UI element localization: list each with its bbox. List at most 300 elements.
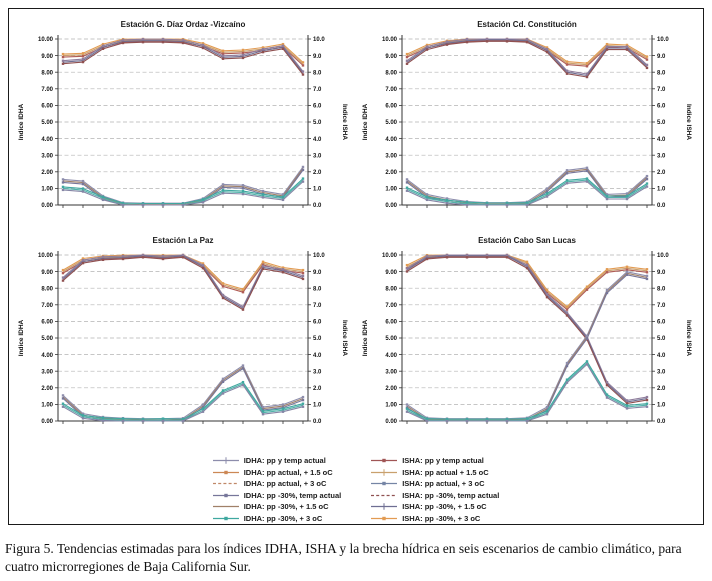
legend-plus-marker-icon [381, 469, 387, 476]
data-point-marker [222, 392, 224, 394]
data-point-marker [222, 192, 224, 194]
data-point-marker [262, 410, 264, 412]
data-point-marker [222, 186, 224, 188]
data-point-marker [102, 196, 104, 198]
data-point-marker [426, 45, 428, 47]
data-point-marker [62, 276, 64, 278]
data-point-marker [222, 58, 224, 60]
data-point-marker [222, 189, 224, 191]
data-point-marker [242, 291, 244, 293]
data-point-marker [82, 55, 84, 57]
data-point-marker [606, 384, 608, 386]
left-tick-label: 1.00 [385, 186, 397, 193]
right-tick-label: 5.0 [313, 120, 322, 127]
legend-line-swatch [371, 514, 397, 523]
data-point-marker [526, 267, 528, 269]
data-point-marker [62, 269, 64, 271]
data-point-marker [262, 265, 264, 267]
data-point-marker [82, 259, 84, 261]
chart-svg [354, 11, 700, 226]
data-point-marker [262, 190, 264, 192]
data-point-marker [202, 411, 204, 413]
right-tick-label: 5.0 [313, 336, 322, 343]
data-point-marker [202, 47, 204, 49]
data-point-marker [62, 403, 64, 405]
data-point-marker [506, 38, 508, 40]
chart-title: Estación Cabo San Lucas [478, 236, 576, 245]
data-point-marker [62, 60, 64, 62]
data-point-marker [446, 40, 448, 42]
data-point-marker [646, 399, 648, 401]
right-tick-label: 0.0 [313, 419, 322, 426]
data-point-marker [406, 63, 408, 65]
data-point-marker [586, 76, 588, 78]
right-tick-label: 4.0 [657, 352, 666, 359]
data-point-marker [526, 264, 528, 266]
data-point-marker [406, 190, 408, 192]
data-point-marker [626, 407, 628, 409]
data-point-marker [466, 420, 468, 422]
data-point-marker [406, 264, 408, 266]
data-point-marker [282, 411, 284, 413]
data-point-marker [102, 45, 104, 47]
right-tick-label: 2.0 [313, 170, 322, 176]
left-tick-label: 5.00 [41, 120, 53, 127]
data-point-marker [646, 268, 648, 270]
data-point-marker [62, 189, 64, 191]
data-point-marker [546, 51, 548, 53]
right-tick-label: 3.0 [313, 153, 322, 160]
legend-line-swatch [371, 491, 397, 500]
right-tick-label: 1.0 [657, 402, 666, 409]
data-point-marker [646, 275, 648, 277]
data-point-marker [646, 271, 648, 273]
data-point-marker [466, 38, 468, 40]
right-tick-label: 0.0 [313, 203, 322, 210]
data-point-marker [62, 63, 64, 65]
right-tick-label: 10.0 [657, 253, 669, 260]
legend-item-label: ISHA: pp -30%, temp actual [402, 490, 500, 500]
data-point-marker [262, 261, 264, 263]
left-tick-label: 10.00 [381, 253, 397, 260]
data-point-marker [546, 410, 548, 412]
data-point-marker [446, 43, 448, 45]
data-point-marker [202, 44, 204, 46]
right-tick-label: 6.0 [313, 103, 322, 110]
series-line [407, 275, 647, 421]
data-point-marker [182, 254, 184, 256]
data-point-marker [546, 289, 548, 291]
left-tick-label: 0.00 [41, 203, 53, 210]
data-point-marker [586, 363, 588, 365]
data-point-marker [302, 73, 304, 75]
data-point-marker [406, 267, 408, 269]
data-point-marker [142, 204, 144, 206]
data-point-marker [302, 70, 304, 72]
legend-item [371, 456, 499, 465]
right-tick-label: 9.0 [313, 53, 322, 60]
data-point-marker [526, 204, 528, 206]
data-point-marker [586, 286, 588, 288]
legend-item-label: IDHA: pp -30%, + 3 oC [243, 513, 323, 523]
left-tick-label: 8.00 [41, 286, 53, 293]
data-point-marker [242, 184, 244, 186]
data-point-marker [142, 41, 144, 43]
right-axis-title: Indice ISHA [341, 319, 348, 357]
data-point-marker [102, 259, 104, 261]
data-point-marker [566, 362, 568, 364]
data-point-marker [566, 365, 568, 367]
data-point-marker [546, 195, 548, 197]
data-point-marker [506, 40, 508, 42]
legend-plus-marker-icon [222, 457, 228, 464]
data-point-marker [182, 420, 184, 422]
data-point-marker [566, 182, 568, 184]
data-point-marker [546, 187, 548, 189]
data-point-marker [222, 297, 224, 299]
chart-estacion-cd-constitucion [354, 11, 700, 226]
data-point-marker [546, 48, 548, 50]
data-point-marker [526, 38, 528, 40]
data-point-marker [242, 288, 244, 290]
left-tick-label: 1.00 [41, 186, 53, 193]
data-point-marker [82, 414, 84, 416]
data-point-marker [586, 288, 588, 290]
series-line [407, 361, 647, 419]
data-point-marker [626, 404, 628, 406]
right-tick-label: 8.0 [657, 286, 666, 293]
data-point-marker [486, 38, 488, 40]
series-line [63, 369, 303, 422]
data-point-marker [426, 255, 428, 257]
legend-item [213, 479, 342, 488]
data-point-marker [122, 39, 124, 41]
data-point-marker [406, 411, 408, 413]
data-point-marker [102, 199, 104, 201]
data-point-marker [606, 393, 608, 395]
legend-square-marker-icon [224, 470, 227, 473]
legend-item [213, 514, 342, 523]
right-tick-label: 5.0 [657, 120, 666, 127]
data-point-marker [646, 182, 648, 184]
right-tick-label: 2.0 [657, 386, 666, 392]
data-point-marker [222, 389, 224, 391]
left-tick-label: 10.00 [37, 37, 53, 44]
legend-square-marker-icon [224, 493, 227, 496]
data-point-marker [426, 420, 428, 422]
chart-svg [354, 227, 700, 442]
legend-square-marker-icon [224, 516, 227, 519]
data-point-marker [586, 337, 588, 339]
data-point-marker [122, 417, 124, 419]
data-point-marker [606, 268, 608, 270]
left-tick-label: 5.00 [385, 336, 397, 343]
right-tick-label: 7.0 [313, 87, 322, 93]
series-line [407, 363, 647, 421]
data-point-marker [182, 204, 184, 206]
data-point-marker [646, 396, 648, 398]
data-point-marker [122, 258, 124, 260]
data-point-marker [566, 169, 568, 171]
legend-square-marker-icon [383, 459, 386, 462]
data-point-marker [62, 406, 64, 408]
data-point-marker [586, 360, 588, 362]
data-point-marker [406, 53, 408, 55]
data-point-marker [626, 192, 628, 194]
left-tick-label: 3.00 [41, 369, 53, 376]
left-tick-label: 10.00 [37, 253, 53, 260]
data-point-marker [426, 196, 428, 198]
data-point-marker [222, 55, 224, 57]
data-point-marker [162, 258, 164, 260]
data-point-marker [262, 193, 264, 195]
right-tick-label: 6.0 [313, 319, 322, 326]
right-tick-label: 0.0 [657, 203, 666, 210]
left-tick-label: 3.00 [385, 153, 397, 160]
data-point-marker [406, 270, 408, 272]
right-tick-label: 1.0 [313, 402, 322, 409]
left-axis-title: Indice IDHA [18, 103, 25, 141]
data-point-marker [546, 406, 548, 408]
data-point-marker [302, 403, 304, 405]
series-line [63, 169, 303, 205]
left-tick-label: 4.00 [41, 136, 53, 143]
data-point-marker [626, 274, 628, 276]
right-tick-label: 8.0 [313, 70, 322, 77]
data-point-marker [526, 420, 528, 422]
legend-item [371, 479, 499, 488]
legend-item [371, 468, 499, 477]
data-point-marker [282, 403, 284, 405]
left-tick-label: 9.00 [41, 269, 53, 276]
left-tick-label: 0.00 [385, 419, 397, 426]
data-point-marker [282, 199, 284, 201]
data-point-marker [302, 177, 304, 179]
data-point-marker [162, 420, 164, 422]
data-point-marker [82, 183, 84, 185]
data-point-marker [102, 256, 104, 258]
data-point-marker [82, 417, 84, 419]
data-point-marker [282, 45, 284, 47]
figure-border-box [8, 8, 704, 525]
right-tick-label: 6.0 [657, 103, 666, 110]
data-point-marker [606, 195, 608, 197]
data-point-marker [626, 399, 628, 401]
legend-item [213, 468, 342, 477]
data-point-marker [446, 256, 448, 258]
right-tick-label: 7.0 [313, 303, 322, 309]
data-point-marker [646, 185, 648, 187]
legend-line-swatch [213, 502, 239, 511]
legend-line-swatch [213, 491, 239, 500]
data-point-marker [142, 420, 144, 422]
left-tick-label: 1.00 [385, 402, 397, 409]
data-point-marker [566, 305, 568, 307]
series-line [63, 41, 303, 65]
data-point-marker [546, 192, 548, 194]
series-line [63, 170, 303, 205]
right-tick-label: 7.0 [657, 87, 666, 93]
data-point-marker [302, 269, 304, 271]
data-point-marker [62, 181, 64, 183]
chart-title: Estación G. Díaz Ordaz -Vizcaíno [120, 20, 246, 29]
series-line [407, 255, 647, 400]
data-point-marker [586, 177, 588, 179]
legend-item-label: ISHA: pp actual + 1.5 oC [402, 467, 489, 477]
data-point-marker [202, 201, 204, 203]
data-point-marker [646, 406, 648, 408]
data-point-marker [102, 417, 104, 419]
data-point-marker [122, 204, 124, 206]
legend-line-swatch [213, 468, 239, 477]
data-point-marker [302, 399, 304, 401]
left-tick-label: 7.00 [385, 87, 397, 93]
legend-item-label: IDHA: pp -30%, temp actual [243, 490, 342, 500]
legend-item [371, 491, 499, 500]
left-tick-label: 2.00 [41, 170, 53, 176]
data-point-marker [546, 413, 548, 415]
data-point-marker [162, 38, 164, 40]
legend-item [213, 491, 342, 500]
data-point-marker [222, 183, 224, 185]
data-point-marker [506, 204, 508, 206]
data-point-marker [606, 271, 608, 273]
data-point-marker [82, 180, 84, 182]
legend-line-swatch [371, 468, 397, 477]
data-point-marker [222, 50, 224, 52]
data-point-marker [406, 187, 408, 189]
data-point-marker [62, 397, 64, 399]
right-axis-title: Indice ISHA [685, 103, 692, 141]
left-tick-label: 3.00 [41, 153, 53, 160]
data-point-marker [606, 45, 608, 47]
legend [9, 456, 703, 523]
data-point-marker [646, 55, 648, 57]
data-point-marker [302, 64, 304, 66]
data-point-marker [446, 420, 448, 422]
data-point-marker [182, 42, 184, 44]
left-tick-label: 2.00 [385, 170, 397, 176]
chart-svg [10, 227, 356, 442]
data-point-marker [82, 190, 84, 192]
series-line [63, 179, 303, 204]
data-point-marker [242, 364, 244, 366]
data-point-marker [282, 193, 284, 195]
right-tick-label: 3.0 [657, 153, 666, 160]
data-point-marker [586, 65, 588, 67]
data-point-marker [262, 406, 264, 408]
data-point-marker [202, 267, 204, 269]
data-point-marker [466, 256, 468, 258]
legend-line-swatch [213, 456, 239, 465]
series-line [63, 256, 303, 308]
right-axis-title: Indice ISHA [685, 319, 692, 357]
data-point-marker [586, 62, 588, 64]
chart-svg [10, 11, 356, 226]
legend-item [371, 502, 499, 511]
legend-item [213, 456, 342, 465]
right-tick-label: 8.0 [313, 286, 322, 293]
data-point-marker [646, 175, 648, 177]
left-tick-label: 8.00 [385, 70, 397, 77]
data-point-marker [646, 64, 648, 66]
data-point-marker [466, 254, 468, 256]
data-point-marker [426, 258, 428, 260]
data-point-marker [586, 180, 588, 182]
left-tick-label: 10.00 [381, 37, 397, 44]
right-tick-label: 5.0 [657, 336, 666, 343]
left-tick-label: 6.00 [41, 319, 53, 326]
left-tick-label: 5.00 [385, 120, 397, 127]
data-point-marker [102, 48, 104, 50]
chart-estacion-diaz-ordaz-vizcaino [10, 11, 356, 226]
data-point-marker [222, 282, 224, 284]
data-point-marker [142, 254, 144, 256]
data-point-marker [142, 256, 144, 258]
data-point-marker [302, 180, 304, 182]
data-point-marker [242, 190, 244, 192]
data-point-marker [242, 49, 244, 51]
data-point-marker [466, 41, 468, 43]
data-point-marker [606, 48, 608, 50]
data-point-marker [586, 334, 588, 336]
legend-item-label: ISHA: pp -30%, + 3 oC [402, 513, 481, 523]
data-point-marker [586, 167, 588, 169]
left-tick-label: 4.00 [385, 352, 397, 359]
series-line [407, 257, 647, 403]
data-point-marker [546, 296, 548, 298]
data-point-marker [222, 285, 224, 287]
data-point-marker [282, 196, 284, 198]
data-point-marker [646, 67, 648, 69]
data-point-marker [566, 72, 568, 74]
series-line [63, 385, 303, 421]
data-point-marker [526, 201, 528, 203]
right-tick-label: 0.0 [657, 419, 666, 426]
legend-item-label: IDHA: pp actual, + 1.5 oC [243, 467, 333, 477]
data-point-marker [446, 202, 448, 204]
right-axis-title: Indice ISHA [341, 103, 348, 141]
legend-item-label: IDHA: pp actual, + 3 oC [243, 479, 327, 488]
legend-square-marker-icon [383, 516, 386, 519]
data-point-marker [122, 420, 124, 422]
left-axis-title: Indice IDHA [18, 319, 25, 357]
data-point-marker [586, 73, 588, 75]
left-tick-label: 6.00 [41, 103, 53, 110]
data-point-marker [242, 193, 244, 195]
legend-line-swatch [213, 514, 239, 523]
left-tick-label: 7.00 [41, 87, 53, 93]
data-point-marker [162, 417, 164, 419]
data-point-marker [262, 51, 264, 53]
data-point-marker [406, 56, 408, 58]
legend-square-marker-icon [383, 482, 386, 485]
data-point-marker [262, 413, 264, 415]
data-point-marker [262, 196, 264, 198]
data-point-marker [62, 394, 64, 396]
data-point-marker [646, 278, 648, 280]
left-tick-label: 4.00 [41, 352, 53, 359]
data-point-marker [62, 178, 64, 180]
data-point-marker [142, 38, 144, 40]
data-point-marker [506, 256, 508, 258]
left-tick-label: 1.00 [41, 402, 53, 409]
left-tick-label: 5.00 [41, 336, 53, 343]
data-point-marker [302, 275, 304, 277]
data-point-marker [302, 272, 304, 274]
left-tick-label: 9.00 [385, 269, 397, 276]
data-point-marker [566, 70, 568, 72]
